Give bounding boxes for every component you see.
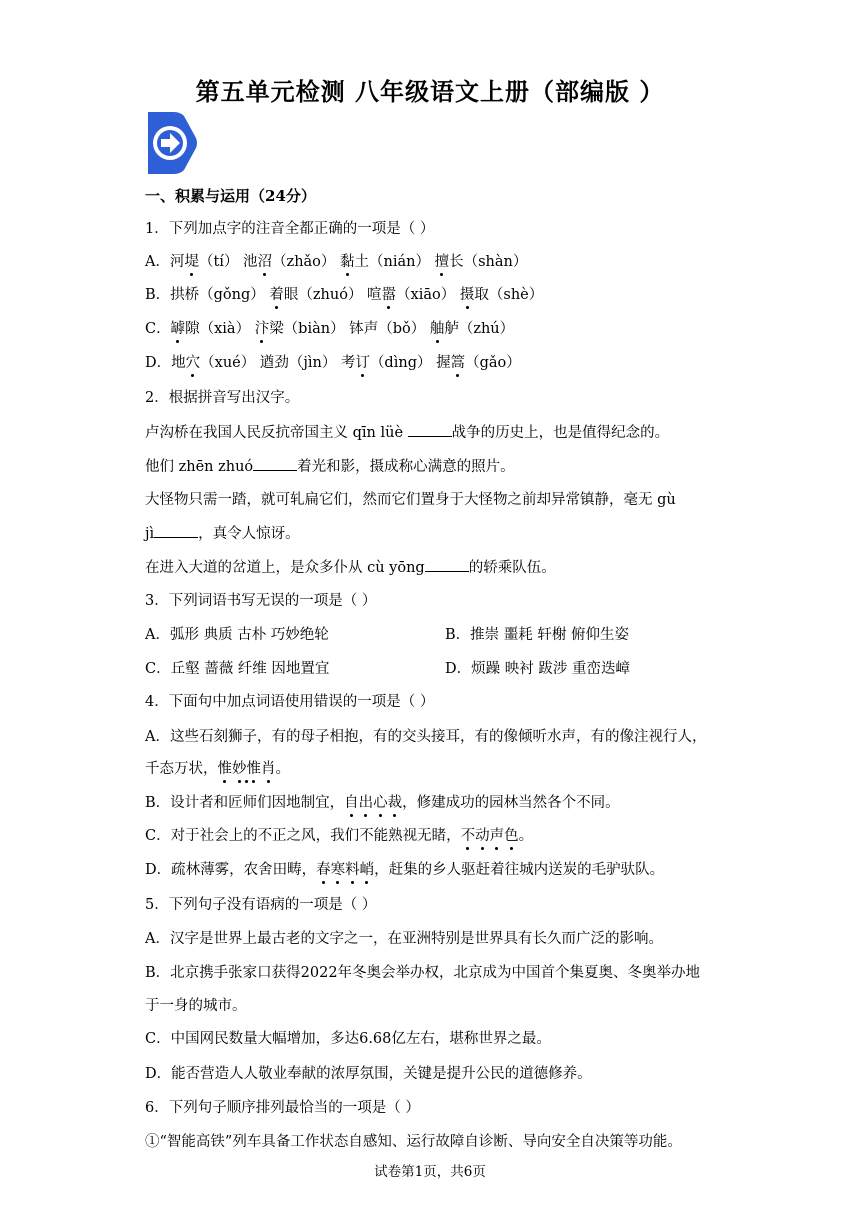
question-5-option-a: A．汉字是世界上最古老的文字之一，在亚洲特别是世界具有长久而广泛的影响。 [145,931,663,947]
question-6-sentence-1: ①“智能高铁”列车具备工作状态自感知、运行故障自诊断、导向安全自决策等功能。 [145,1134,682,1150]
question-4-option-a-line-2: 千态万状，惟妙惟肖。 [145,761,290,777]
page-footer: 试卷第1页，共6页 [374,1164,486,1180]
question-2-line-3: 大怪物只需一踏，就可轧扁它们，然而它们置身于大怪物之前却异常镇静，毫无 gù [145,492,676,508]
answer-blank[interactable] [154,523,198,538]
question-3-row-2 [145,659,745,679]
question-5-option-b-line-1: B．北京携手张家口获得2022年冬奥会举办权，北京成为中国首个集夏奥、冬奥举办地 [145,965,701,981]
question-2-line-4: jì ，真令人惊讶。 [145,523,300,544]
question-5-stem: 5．下列句子没有语病的一项是（ ） [145,897,377,913]
question-3-option-c: C．丘壑 蔷薇 纤维 因地置宜 [145,661,330,677]
question-3-option-d: D．烦躁 映衬 跋涉 重峦迭嶂 [445,661,630,677]
question-4-stem: 4．下面句中加点词语使用错误的一项是（ ） [145,694,435,710]
question-6-stem: 6．下列句子顺序排列最恰当的一项是（ ） [145,1100,420,1116]
question-2-stem: 2．根据拼音写出汉字。 [145,390,300,406]
question-1-option-b: B．拱桥（gǒng） 着眼（zhuó） 喧嚣（xiāo） 摄取（shè） [145,287,544,303]
question-1-option-c: C．罅隙（xià） 汴梁（biàn） 钵声（bǒ） 舳舻（zhú） [145,321,515,337]
question-3-option-b: B．推崇 噩耗 轩榭 俯仰生姿 [445,627,629,643]
answer-blank[interactable] [253,456,297,471]
dotted-phrase: 春寒料峭 [316,862,375,878]
question-5-option-c: C．中国网民数量大幅增加，多达6.68亿左右，堪称世界之最。 [145,1031,551,1047]
question-3-option-a: A．弧形 典质 古朴 巧妙绝轮 [145,627,329,643]
question-1-option-a: A．河堤（tí） 池沼（zhǎo） 黏土（nián） 擅长（shàn） [145,254,528,270]
question-1-option-d: D．地穴（xué） 遒劲（jìn） 考订（dìng） 握篙（gǎo） [145,355,521,371]
question-5-option-b-line-2: 于一身的城市。 [145,998,247,1014]
question-3-row-1 [145,625,745,645]
dotted-phrase: 不动声色 [460,828,519,844]
question-4-option-a-line-1: A．这些石刻狮子，有的母子相抱，有的交头接耳，有的像倾听水声，有的像注视行人， [145,729,707,745]
dotted-phrase: 惟妙惟肖 [217,761,276,777]
arrow-right-icon [144,108,198,178]
answer-blank[interactable] [408,422,452,437]
dotted-phrase: 自出心裁 [344,795,403,811]
question-4-option-b: B．设计者和匠师们因地制宜，自出心裁，修建成功的园林当然各个不同。 [145,795,620,811]
question-2-line-1: 卢沟桥在我国人民反抗帝国主义 qīn lüè 战争的历史上，也是值得纪念的。 [145,422,669,443]
question-2-line-2: 他们 zhēn zhuó 着光和影，摄成称心满意的照片。 [145,456,515,477]
page-title: 第五单元检测 八年级语文上册（部编版 ） [195,77,665,106]
question-2-line-5: 在进入大道的岔道上，是众多仆从 cù yōng 的轿乘队伍。 [145,557,556,578]
question-1-stem: 1．下列加点字的注音全都正确的一项是（ ） [145,221,435,237]
question-3-stem: 3．下列词语书写无误的一项是（ ） [145,593,377,609]
question-5-option-d: D．能否营造人人敬业奉献的浓厚氛围，关键是提升公民的道德修养。 [145,1066,592,1082]
section-heading: 一、积累与运用（24分） [145,187,316,205]
question-4-option-c: C．对于社会上的不正之风，我们不能熟视无睹，不动声色。 [145,828,534,844]
answer-blank[interactable] [425,557,469,572]
question-4-option-d: D．疏林薄雾，农舍田畴，春寒料峭，赶集的乡人驱赶着往城内送炭的毛驴驮队。 [145,862,665,878]
